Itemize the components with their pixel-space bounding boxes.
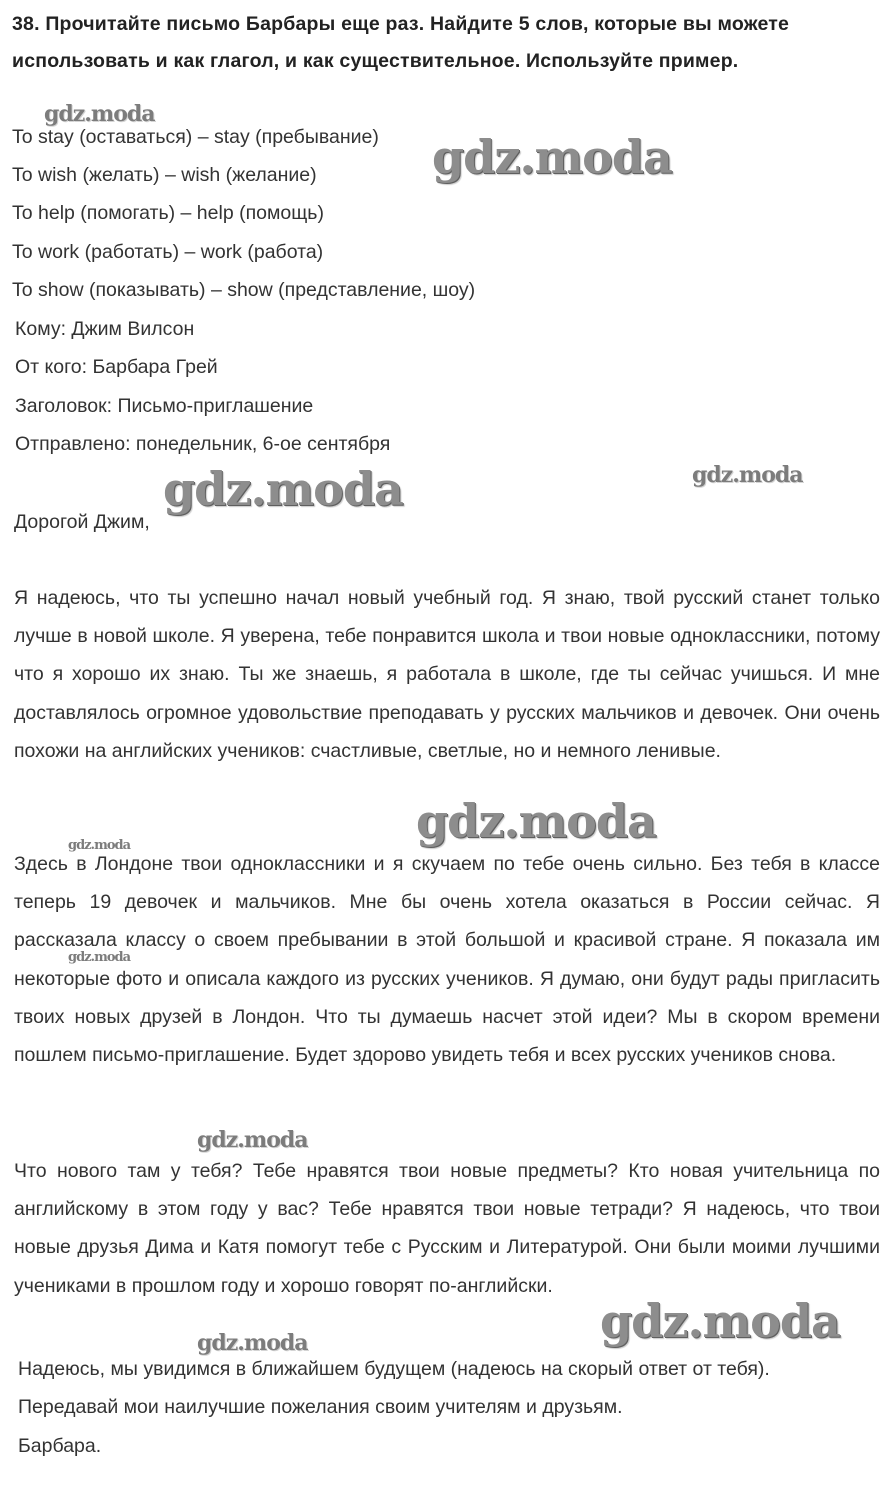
watermark-logo: gdz.moda	[416, 794, 656, 848]
email-sent: Отправлено: понедельник, 6-ое сентября	[15, 433, 391, 455]
watermark-logo: gdz.moda	[692, 462, 803, 488]
task-heading: 38. Прочитайте письмо Барбары еще раз. Найдите 5 слов, которые вы можете использовать и как глагол, и как существительное. Используйте пример.	[12, 13, 790, 72]
watermark-logo: gdz.moda	[44, 101, 155, 127]
watermark-logo: gdz.moda	[68, 838, 131, 853]
watermark-logo: gdz.moda	[68, 950, 131, 965]
word-pair-stay: To stay (оставаться) – stay (пребывание)	[12, 126, 379, 148]
watermark-logo: gdz.moda	[163, 462, 403, 516]
letter-paragraph-3: Что нового там у тебя? Тебе нравятся твои новые предметы? Кто новая учительница по английскому в этом году у вас? Тебе нравятся твои новые тетради? Я надеюсь, что твои новые друзья Дима и Катя помогут тебе с Русским и Литературой. Они были моими лучшими учениками в прошлом году и хорошо говорят по-английски.	[14, 1160, 880, 1297]
letter-closing-1: Надеюсь, мы увидимся в ближайшем будущем (надеюсь на скорый ответ от тебя).	[18, 1358, 770, 1380]
letter-paragraph-1: Я надеюсь, что ты успешно начал новый учебный год. Я знаю, твой русский станет только лучше в новой школе. Я уверена, тебе понравится школа и твои новые одноклассники, потому что я хорошо их знаю. Ты же знаешь, я работала в школе, где ты сейчас учишься. И мне доставлялось огромное удовольствие преподавать у русских мальчиков и девочек. Они очень похожи на английских учеников: счастливые, светлые, но и немного ленивые.	[14, 587, 880, 762]
word-pair-wish: To wish (желать) – wish (желание)	[12, 164, 317, 186]
word-pair-show: To show (показывать) – show (представление, шоу)	[12, 279, 476, 301]
email-from: От кого: Барбара Грей	[15, 356, 218, 378]
letter-paragraph-2: Здесь в Лондоне твои одноклассники и я скучаем по тебе очень сильно. Без тебя в классе теперь 19 девочек и мальчиков. Мне бы очень хотела оказаться в России сейчас. Я рассказала классу о своем пребывании в этой большой и красивой стране. Я показала им некоторые фото и описала каждого из русских учеников. Я думаю, они будут рады пригласить твоих новых друзей в Лондон. Что ты думаешь насчет этой идеи? Мы в скором времени пошлем письмо-приглашение. Будет здорово увидеть тебя и всех русских учеников снова.	[14, 853, 880, 1067]
word-pair-work: To work (работать) – work (работа)	[12, 241, 324, 263]
watermark-logo: gdz.moda	[197, 1127, 308, 1153]
watermark-logo: gdz.moda	[432, 130, 672, 184]
word-pair-help: To help (помогать) – help (помощь)	[12, 202, 324, 224]
letter-closing-2: Передавай мои наилучшие пожелания своим учителям и друзьям.	[18, 1396, 623, 1418]
email-subject: Заголовок: Письмо-приглашение	[15, 395, 314, 417]
watermark-logo: gdz.moda	[600, 1294, 840, 1348]
email-to: Кому: Джим Вилсон	[15, 318, 195, 340]
letter-signature: Барбара.	[18, 1435, 102, 1457]
watermark-logo: gdz.moda	[197, 1330, 308, 1356]
letter-greeting: Дорогой Джим,	[14, 511, 150, 533]
